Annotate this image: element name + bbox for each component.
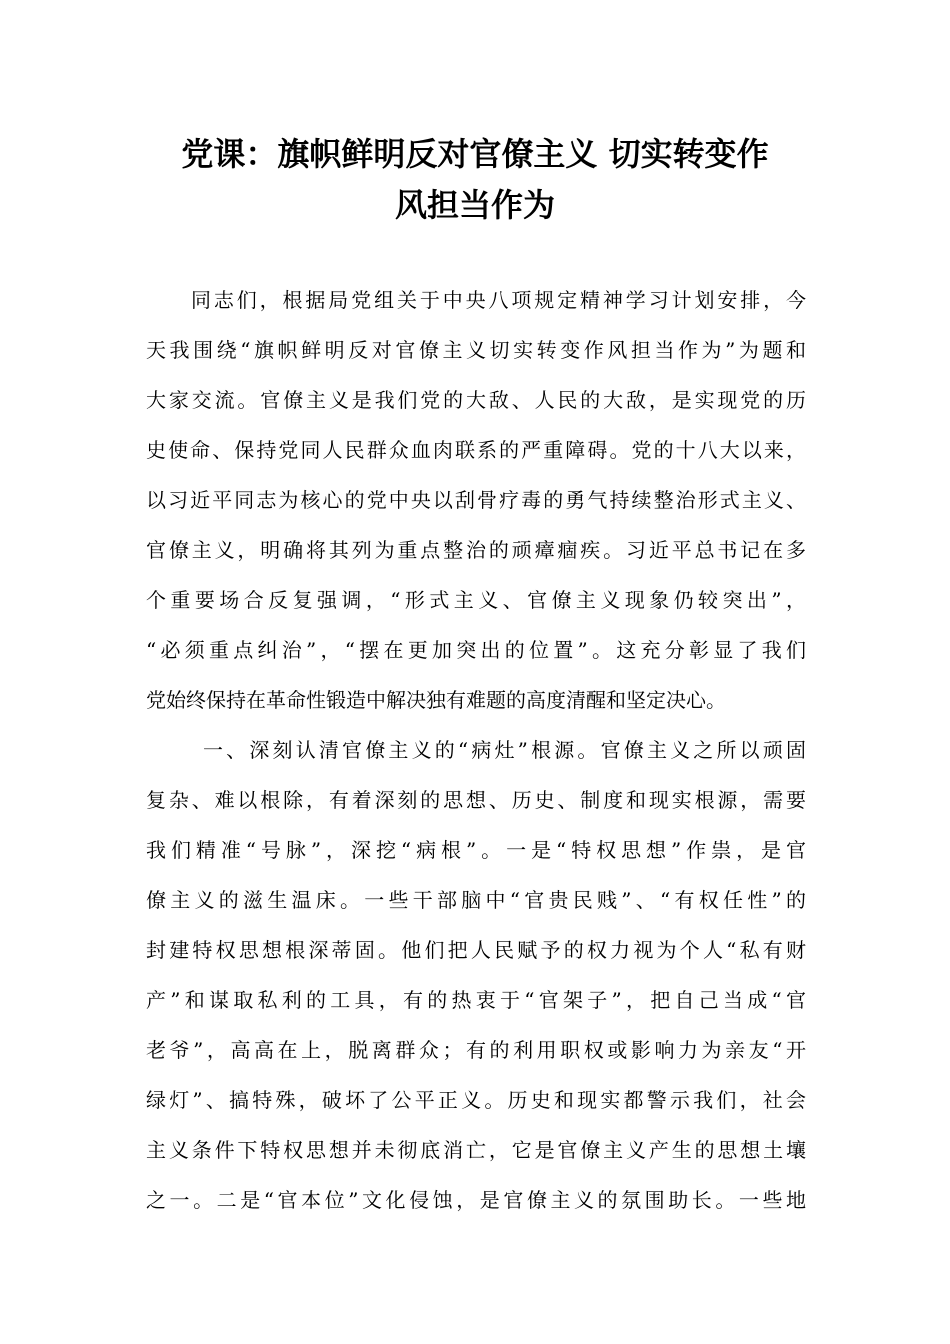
body-line: 大家交流。官僚主义是我们党的大敌、人民的大敌，是实现党的历: [146, 388, 806, 412]
body-line: 同志们，根据局党组关于中央八项规定精神学习计划安排，今: [191, 288, 806, 312]
document-title-line-2: 风担当作为: [394, 186, 555, 224]
body-line: 之一。二是“官本位”文化侵蚀，是官僚主义的氛围助长。一些地: [146, 1188, 806, 1212]
body-line: 老爷”，高高在上，脱离群众；有的利用职权或影响力为亲友“开: [146, 1038, 806, 1062]
body-line: 史使命、保持党同人民群众血肉联系的严重障碍。党的十八大以来，: [146, 438, 806, 462]
body-line: 主义条件下特权思想并未彻底消亡，它是官僚主义产生的思想土壤: [146, 1138, 806, 1162]
body-line: 我们精准“号脉”，深挖“病根”。一是“特权思想”作祟，是官: [146, 838, 806, 862]
body-line: 个重要场合反复强调，“形式主义、官僚主义现象仍较突出”，: [146, 588, 806, 612]
body-line: 产”和谋取私利的工具，有的热衷于“官架子”，把自己当成“官: [146, 988, 806, 1012]
body-line: 天我围绕“旗帜鲜明反对官僚主义切实转变作风担当作为”为题和: [146, 338, 806, 362]
body-line: 官僚主义，明确将其列为重点整治的顽瘴痼疾。习近平总书记在多: [146, 538, 806, 562]
body-line: 封建特权思想根深蒂固。他们把人民赋予的权力视为个人“私有财: [146, 938, 806, 962]
section-heading-line: 一、深刻认清官僚主义的“病灶”根源。官僚主义之所以顽固: [203, 738, 806, 762]
body-line: 复杂、难以根除，有着深刻的思想、历史、制度和现实根源，需要: [146, 788, 806, 812]
document-title-line-1: 党课：旗帜鲜明反对官僚主义 切实转变作: [181, 135, 769, 173]
body-line: 僚主义的滋生温床。一些干部脑中“官贵民贱”、“有权任性”的: [146, 888, 806, 912]
body-line: 以习近平同志为核心的党中央以刮骨疗毒的勇气持续整治形式主义、: [146, 488, 806, 512]
body-line: 党始终保持在革命性锻造中解决独有难题的高度清醒和坚定决心。: [146, 688, 726, 712]
body-line: 绿灯”、搞特殊，破坏了公平正义。历史和现实都警示我们，社会: [146, 1088, 806, 1112]
body-line: “必须重点纠治”，“摆在更加突出的位置”。这充分彰显了我们: [146, 638, 806, 662]
